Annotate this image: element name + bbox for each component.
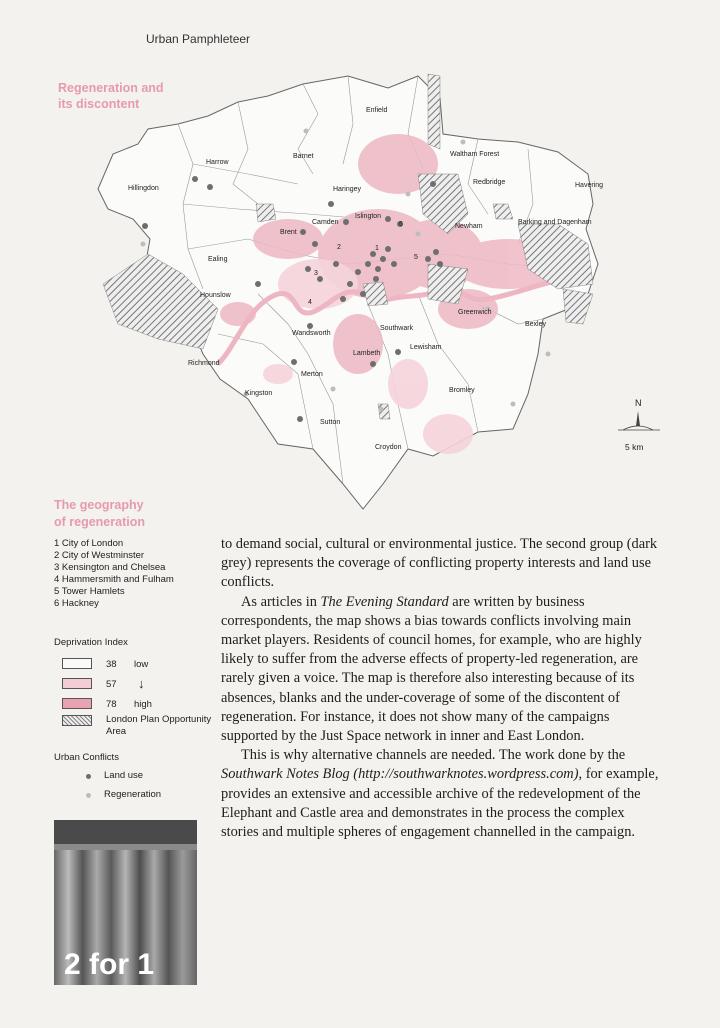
deprivation-index-title: Deprivation Index [54, 637, 128, 648]
map-number-2: 2 [337, 244, 341, 251]
label-waltham-forest: Waltham Forest [450, 151, 500, 158]
regeneration-dot-icon [86, 793, 91, 798]
label-richmond: Richmond [188, 360, 220, 367]
body-text [221, 535, 665, 842]
list-item: 3 Kensington and Chelsea [54, 562, 166, 573]
label-camden: Camden [312, 219, 339, 226]
map-number-6: 6 [399, 221, 403, 228]
label-lewisham: Lewisham [410, 344, 442, 351]
label-ealing: Ealing [208, 256, 228, 263]
label-southwark: Southwark [380, 325, 414, 332]
arrow-down-icon: ↓ [138, 676, 145, 691]
paragraph-2: As articles in The Evening Standard are written by business correspondents, the map shows a bias towards conflicts involving main market players. Residents of council homes, for example, who are highly likely to suffer from the adverse effects of property-led regeneration, are rarely given a voice. The map is therefore also interesting because of its absences, blanks and the under-coverage of some of the discontent of regeneration. For instance, it does not show many of the campaigns supported by the Just Space network in inner and East London. [221, 593, 642, 745]
list-item: 5 Tower Hamlets [54, 586, 125, 597]
legend-title: The geography of regeneration [54, 498, 145, 529]
swatch-mid [62, 678, 92, 689]
map-title: Regeneration and its discontent [58, 81, 164, 111]
list-item: 2 City of Westminster [54, 550, 145, 561]
swatch-low [62, 658, 92, 669]
deprivation-value: 57 [106, 679, 117, 690]
blog-reference: Southwark Notes Blog (http://southwarknotes.wordpress.com) [221, 766, 579, 783]
label-bexley: Bexley [525, 321, 547, 328]
label-hillingdon: Hillingdon [128, 185, 159, 192]
label-bromley: Bromley [449, 387, 475, 394]
borough-list [54, 538, 174, 610]
label-hounslow: Hounslow [200, 292, 231, 299]
label-haringey: Haringey [333, 186, 362, 193]
paragraph-3: This is why alternative channels are needed. The work done by the Southwark Notes Blog (http://southwarknotes.wordpress.com), for example, provides an extensive and accessible archive of the redevelopment of the Elephant and Castle area and demonstrates in the process the complex stories and multiple spheres of engagement channelled in the campaign. [221, 747, 659, 841]
regeneration-label: Regeneration [104, 789, 162, 800]
north-arrow [618, 398, 660, 430]
label-sutton: Sutton [320, 419, 341, 426]
label-islington: Islington [355, 213, 382, 220]
label-redbridge: Redbridge [473, 179, 506, 186]
map-number-1: 1 [375, 245, 379, 252]
svg-text:N: N [635, 398, 642, 408]
urban-conflicts-title: Urban Conflicts [54, 752, 119, 763]
label-greenwich: Greenwich [458, 309, 492, 316]
deprivation-high [62, 698, 202, 714]
land-use-dot-icon [86, 774, 91, 779]
label-barking: Barking and Dagenham [518, 219, 592, 226]
deprivation-mid [62, 678, 202, 694]
label-lambeth: Lambeth [353, 350, 381, 357]
label-croydon: Croydon [375, 444, 402, 451]
label-barnet: Barnet [293, 153, 314, 160]
running-header: Urban Pamphleteer [146, 32, 251, 46]
promo-text: 2 for 1 [64, 948, 155, 981]
label-wandsworth: Wandsworth [292, 330, 331, 337]
london-map [88, 54, 668, 524]
promo-top-band [54, 820, 197, 844]
opportunity-area-label: London Plan Opportunity Area [106, 714, 212, 737]
swatch-high [62, 698, 92, 709]
deprivation-word: low [134, 659, 149, 670]
deprivation-value: 38 [106, 659, 117, 670]
map-number-3: 3 [314, 270, 318, 277]
list-item: 4 Hammersmith and Fulham [54, 574, 174, 585]
label-enfield: Enfield [366, 107, 388, 114]
deprivation-low [62, 658, 202, 674]
label-harrow: Harrow [206, 159, 229, 166]
list-item: 1 City of London [54, 538, 124, 549]
deprivation-value: 78 [106, 699, 117, 710]
promo-roof-edge [54, 844, 197, 850]
label-brent: Brent [280, 229, 297, 236]
map-number-5: 5 [414, 254, 418, 261]
list-item: 6 Hackney [54, 598, 99, 609]
label-kingston: Kingston [245, 390, 273, 397]
newspaper-title: The Evening Standard [320, 593, 449, 610]
paragraph-1: to demand social, cultural or environmental justice. The second group (dark grey) represents the coverage of conflicting property interests and land use conflicts. [221, 536, 658, 591]
label-newham: Newham [455, 223, 483, 230]
label-havering: Havering [575, 182, 604, 189]
land-use-label: Land use [104, 770, 144, 781]
deprivation-word: high [134, 699, 152, 710]
label-merton: Merton [301, 371, 323, 378]
promo-photo [54, 820, 197, 985]
hatch-swatch [62, 715, 92, 726]
map-number-4: 4 [308, 299, 312, 306]
scale-label: 5 km [625, 442, 644, 452]
